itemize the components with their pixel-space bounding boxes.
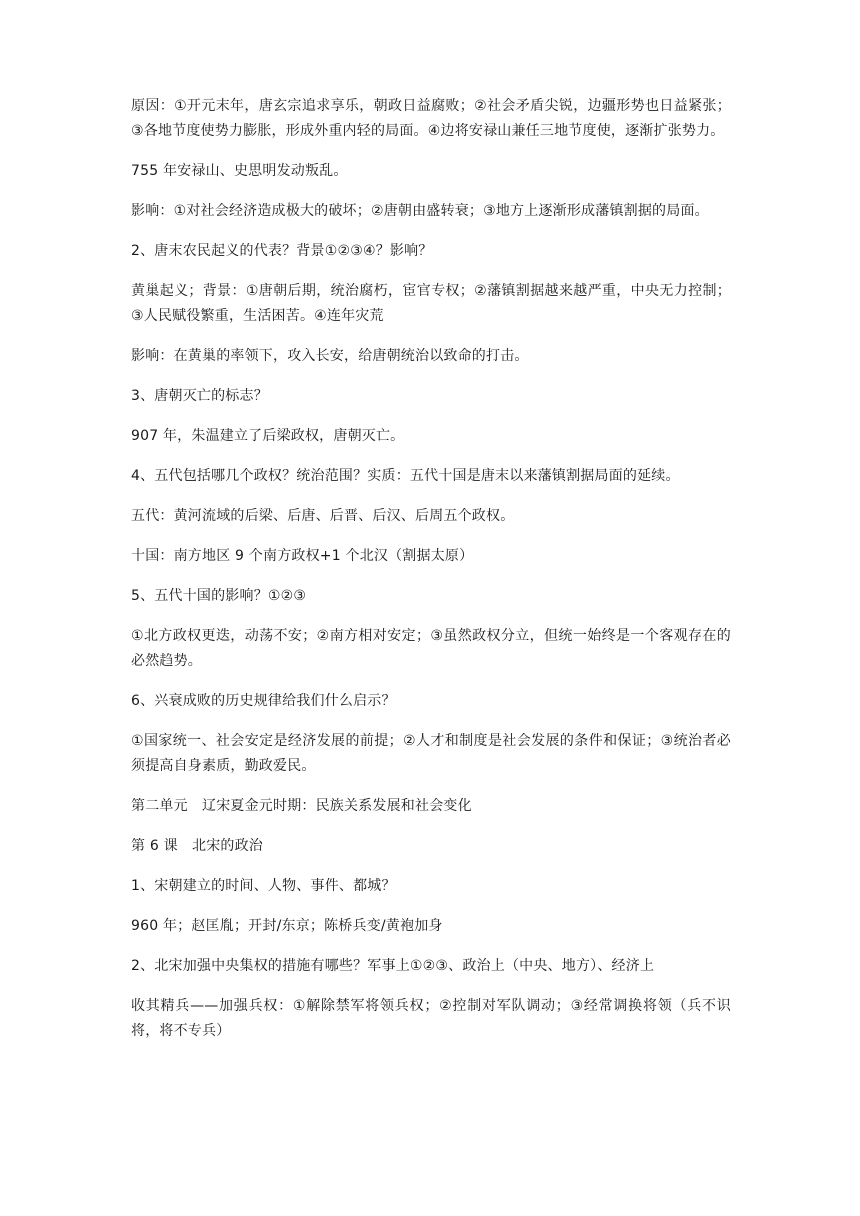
paragraph-huangchao: 黄巢起义；背景：①唐朝后期，统治腐朽，宦官专权；②藩镇割据越来越严重，中央无力控制；③人民赋役繁重，生活困苦。④连年灾荒 bbox=[131, 283, 731, 324]
paragraph-effects: ①北方政权更迭，动荡不安；②南方相对安定；③虽然政权分立，但统一始终是一个客观存在的必然趋势。 bbox=[131, 628, 731, 669]
paragraph-impact-rebellion: 影响：①对社会经济造成极大的破坏；②唐朝由盛转衰；③地方上逐渐形成藩镇割据的局面。 bbox=[131, 203, 709, 219]
paragraph-rebellion-755: 755 年安禄山、史思明发动叛乱。 bbox=[131, 163, 348, 179]
paragraph-lessons: ①国家统一、社会安定是经济发展的前提；②人才和制度是社会发展的条件和保证；③统治者必须提高自身素质，勤政爱民。 bbox=[131, 733, 731, 774]
question-2: 2、唐末农民起义的代表？背景①②③④？影响？ bbox=[131, 243, 433, 259]
paragraph-huangchao-impact: 影响：在黄巢的率领下，攻入长安，给唐朝统治以致命的打击。 bbox=[131, 348, 529, 364]
unit-heading: 第二单元 辽宋夏金元时期：民族关系发展和社会变化 bbox=[131, 798, 472, 814]
paragraph-five-dynasties: 五代：黄河流域的后梁、后唐、后晋、后汉、后周五个政权。 bbox=[131, 508, 515, 524]
paragraph-military-measures: 收其精兵——加强兵权：①解除禁军将领兵权；②控制对军队调动；③经常调换将领（兵不识将，将不专兵） bbox=[131, 998, 731, 1039]
paragraph-ten-kingdoms: 十国：南方地区 9 个南方政权+1 个北汉（割据太原） bbox=[131, 548, 474, 564]
question-song-2: 2、北宋加强中央集权的措施有哪些？军事上①②③、政治上（中央、地方）、经济上 bbox=[131, 958, 655, 974]
paragraph-tang-fall: 907 年，朱温建立了后梁政权，唐朝灭亡。 bbox=[131, 428, 405, 444]
paragraph-song-founding: 960 年；赵匡胤；开封/东京；陈桥兵变/黄袍加身 bbox=[131, 918, 443, 934]
question-3: 3、唐朝灭亡的标志？ bbox=[131, 388, 268, 404]
question-song-1: 1、宋朝建立的时间、人物、事件、都城？ bbox=[131, 878, 396, 894]
document-body bbox=[131, 94, 731, 1059]
question-5: 5、五代十国的影响？①②③ bbox=[131, 588, 307, 604]
lesson-heading: 第 6 课 北宋的政治 bbox=[131, 838, 264, 854]
question-4: 4、五代包括哪几个政权？统治范围？实质：五代十国是唐末以来藩镇割据局面的延续。 bbox=[131, 468, 680, 484]
paragraph-causes: 原因：①开元末年，唐玄宗追求享乐，朝政日益腐败；②社会矛盾尖锐，边疆形势也日益紧张；③各地节度使势力膨胀，形成外重内轻的局面。④边将安禄山兼任三地节度使，逐渐扩张势力。 bbox=[131, 98, 731, 139]
question-6: 6、兴衰成败的历史规律给我们什么启示？ bbox=[131, 693, 396, 709]
